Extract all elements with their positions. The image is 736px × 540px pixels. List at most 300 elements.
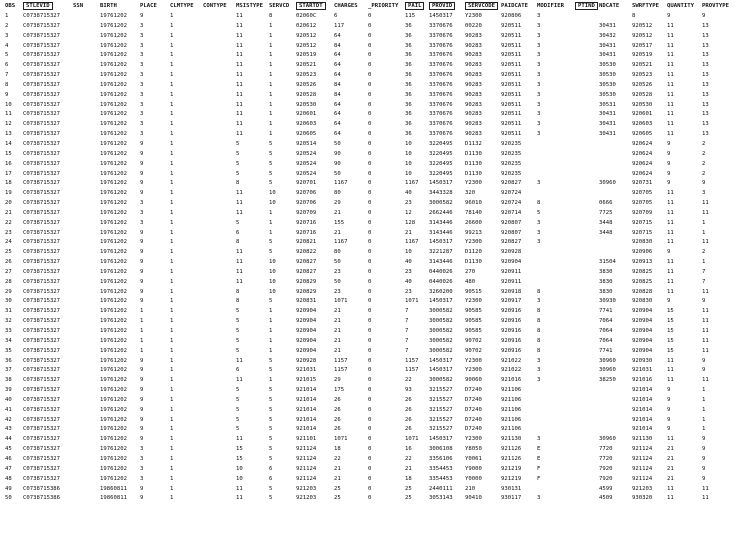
cell-ssn [72, 357, 99, 367]
cell-obs: 42 [5, 416, 12, 423]
cell-modifier: F [537, 475, 541, 482]
cell-msistype: 5 [236, 337, 240, 344]
cell-ptind [574, 297, 598, 307]
cell-place: 3 [140, 42, 144, 49]
cell-charges: 155 [334, 219, 345, 226]
cell-modifier: 3 [537, 101, 541, 108]
cell-paidcate: 921106 [501, 387, 522, 394]
cell-msistype: 5 [236, 308, 240, 315]
cell-msistype: 8 [236, 180, 240, 187]
cell-ndcate: 7725 [599, 209, 613, 216]
table-row [4, 445, 736, 455]
cell-msistype: 5 [236, 328, 240, 334]
cell-obs: 23 [5, 229, 12, 236]
cell-ndcate: 7920 [599, 475, 613, 482]
cell-servcode: 90585 [465, 308, 482, 315]
cell-msistype: 5 [236, 347, 240, 354]
cell-provtype: 1 [702, 416, 706, 423]
cell-ptind [574, 376, 598, 386]
cell-obs: 15 [5, 150, 12, 157]
cell-place: 3 [140, 62, 144, 69]
cell-provid: 3221287 [429, 249, 453, 256]
cell-servcd: 5 [269, 239, 273, 246]
cell-birth: 19860811 [100, 485, 127, 492]
cell-paidcate: 920916 [501, 318, 522, 325]
cell-contype [202, 268, 235, 278]
cell-ssn [72, 130, 99, 140]
table-row [4, 278, 736, 288]
cell-servcd: 5 [269, 249, 273, 256]
cell-startdt: 921014 [296, 396, 317, 403]
cell-ptind [574, 258, 598, 268]
cell-quantity: 11 [667, 495, 674, 502]
cell-ptind [574, 150, 598, 160]
column-header-swrftype: SWRFTYPE [632, 3, 659, 9]
table-row [4, 248, 736, 258]
cell-quantity: 9 [667, 387, 671, 394]
cell-msistype: 11 [236, 91, 243, 98]
cell-pail: 36 [405, 42, 412, 49]
cell-servcd: 1 [269, 42, 273, 49]
cell-startdt: 921031 [296, 367, 317, 374]
cell-priority: 0 [368, 308, 372, 315]
cell-birth: 19761202 [100, 209, 127, 216]
cell-charges: 64 [334, 52, 341, 59]
cell-provid: 3143446 [429, 229, 453, 236]
cell-quantity: 9 [667, 396, 671, 403]
cell-obs: 49 [5, 485, 12, 492]
cell-clmtype: 1 [170, 150, 174, 157]
cell-ssn [72, 337, 99, 347]
cell-ndcate: 30960 [599, 180, 616, 187]
cell-place: 9 [140, 190, 144, 197]
cell-contype [202, 307, 235, 317]
cell-contype [202, 42, 235, 52]
cell-paidcate: 921126 [501, 446, 522, 453]
cell-provid: 0440026 [429, 268, 453, 275]
cell-contype [202, 130, 235, 140]
cell-priority: 0 [368, 209, 372, 216]
cell-swrftype: 920601 [632, 111, 653, 118]
cell-place: 3 [140, 209, 144, 216]
cell-obs: 35 [5, 347, 12, 354]
cell-obs: 44 [5, 436, 12, 443]
cell-servcd: 5 [269, 416, 273, 423]
cell-stlevid: C0738715327 [23, 170, 61, 177]
cell-msistype: 11 [236, 278, 243, 285]
cell-startdt: 920827 [296, 268, 317, 275]
cell-charges: 64 [334, 131, 341, 138]
cell-pail: 36 [405, 62, 412, 69]
cell-charges: 1157 [334, 367, 348, 374]
cell-pail: 36 [405, 22, 412, 29]
cell-place: 3 [140, 111, 144, 118]
cell-obs: 40 [5, 396, 12, 403]
cell-stlevid: C0738715327 [23, 200, 61, 207]
column-header-pail: PAIL [404, 0, 428, 12]
cell-paidcate: 920511 [501, 22, 522, 29]
cell-clmtype: 1 [170, 22, 174, 29]
cell-ndcate [598, 238, 631, 248]
cell-contype [202, 357, 235, 367]
cell-charges: 29 [334, 377, 341, 384]
cell-charges: 26 [334, 426, 341, 433]
cell-msistype: 5 [236, 160, 240, 167]
cell-ssn [72, 179, 99, 189]
cell-priority: 0 [368, 465, 372, 472]
cell-birth: 19761202 [100, 121, 127, 128]
cell-birth: 19761202 [100, 308, 127, 315]
cell-quantity: 11 [667, 81, 674, 88]
cell-ndcate: 4599 [599, 485, 613, 492]
cell-obs: 38 [5, 377, 12, 384]
cell-provid: 3354453 [429, 465, 453, 472]
cell-ndcate: 0666 [599, 200, 613, 207]
cell-servcd: 10 [269, 259, 276, 266]
cell-modifier: 8 [537, 288, 541, 295]
cell-provtype: 11 [702, 495, 709, 502]
cell-provtype: 11 [702, 288, 709, 295]
cell-obs: 29 [5, 288, 12, 295]
cell-msistype: 15 [236, 455, 243, 462]
cell-ndcate: 4509 [599, 495, 613, 502]
cell-place: 3 [140, 81, 144, 88]
cell-quantity: 11 [667, 190, 674, 197]
cell-priority: 0 [368, 357, 372, 364]
cell-ptind [574, 238, 598, 248]
cell-ndcate: 7064 [599, 328, 613, 334]
cell-pail: 23 [405, 288, 412, 295]
cell-ssn [72, 189, 99, 199]
cell-priority: 0 [368, 387, 372, 394]
cell-charges: 26 [334, 396, 341, 403]
cell-provid: 3220495 [429, 150, 453, 157]
cell-stlevid: C0738715327 [23, 131, 61, 138]
cell-servcode: 320 [465, 190, 476, 197]
cell-contype [202, 189, 235, 199]
cell-charges: 25 [334, 485, 341, 492]
cell-startdt: 921124 [296, 475, 317, 482]
cell-charges: 21 [334, 229, 341, 236]
cell-priority: 0 [368, 337, 372, 344]
cell-servcd: 10 [269, 268, 276, 275]
cell-stlevid: C0738715327 [23, 249, 61, 256]
cell-birth: 19761202 [100, 426, 127, 433]
cell-ndcate: 3830 [599, 278, 613, 285]
cell-stlevid: C0738715327 [23, 32, 61, 39]
cell-ssn [72, 288, 99, 298]
cell-priority: 0 [368, 328, 372, 334]
cell-obs: 45 [5, 446, 12, 453]
cell-obs: 27 [5, 268, 12, 275]
cell-startdt: 921203 [296, 495, 317, 502]
cell-modifier: 8 [537, 347, 541, 354]
data-listing [4, 0, 729, 504]
cell-obs: 31 [5, 308, 12, 315]
cell-contype [202, 219, 235, 229]
cell-servcd: 1 [269, 52, 273, 59]
cell-priority: 0 [368, 318, 372, 325]
cell-provtype: 13 [702, 111, 709, 118]
table-row [4, 238, 736, 248]
cell-servcd: 10 [269, 288, 276, 295]
table-row [4, 396, 736, 406]
cell-paidcate: 920511 [501, 91, 522, 98]
cell-obs: 4 [5, 42, 9, 49]
cell-birth: 19761202 [100, 219, 127, 226]
cell-provid: 1450317 [429, 436, 453, 443]
cell-modifier: 8 [537, 328, 541, 334]
table-row [4, 465, 736, 475]
cell-servcd: 1 [269, 121, 273, 128]
cell-swrftype: 920913 [632, 259, 653, 266]
cell-servcd: 1 [269, 219, 273, 226]
cell-ssn [72, 416, 99, 426]
table-row [4, 130, 736, 140]
cell-swrftype: 921014 [632, 387, 653, 394]
cell-ptind [574, 494, 598, 504]
cell-priority: 0 [368, 200, 372, 207]
cell-startdt: 920701 [296, 180, 317, 187]
cell-ptind [574, 91, 598, 101]
cell-servcode: 78140 [465, 209, 482, 216]
cell-birth: 19761202 [100, 268, 127, 275]
cell-paidcate: 920807 [501, 219, 522, 226]
cell-msistype: 5 [236, 170, 240, 177]
cell-msistype: 11 [236, 52, 243, 59]
cell-provtype: 11 [702, 308, 709, 315]
cell-ssn [72, 258, 99, 268]
cell-priority: 0 [368, 13, 372, 19]
cell-modifier: 3 [537, 91, 541, 98]
cell-clmtype: 1 [170, 367, 174, 374]
cell-servcode: 00220 [465, 22, 482, 29]
cell-ndcate: 3830 [599, 288, 613, 295]
cell-provid: 3370676 [429, 42, 453, 49]
cell-quantity: 21 [667, 446, 674, 453]
cell-stlevid: C0738715327 [23, 308, 61, 315]
cell-charges: 26 [334, 406, 341, 413]
cell-clmtype: 1 [170, 268, 174, 275]
cell-contype [202, 160, 235, 170]
cell-birth: 19761202 [100, 416, 127, 423]
cell-swrftype: 921124 [632, 455, 653, 462]
cell-swrftype: 920828 [632, 288, 653, 295]
cell-priority: 0 [368, 111, 372, 118]
cell-quantity: 9 [667, 150, 671, 157]
cell-place: 9 [140, 180, 144, 187]
cell-contype [202, 101, 235, 111]
cell-modifier: 8 [537, 308, 541, 315]
cell-obs: 24 [5, 239, 12, 246]
cell-stlevid: C0738715327 [23, 101, 61, 108]
cell-servcd: 10 [269, 200, 276, 207]
cell-clmtype: 1 [170, 91, 174, 98]
cell-obs: 28 [5, 278, 12, 285]
cell-charges: 90 [334, 150, 341, 157]
cell-paidcate: 921126 [501, 455, 522, 462]
cell-paidcate: 920511 [501, 52, 522, 59]
cell-ptind [574, 120, 598, 130]
cell-swrftype: 920705 [632, 200, 653, 207]
cell-stlevid: C0738715327 [23, 62, 61, 69]
column-header-charges: CHARGES [334, 3, 358, 9]
column-header-paidcate: PAIDCATE [501, 3, 528, 9]
cell-birth: 19761202 [100, 190, 127, 197]
table-row [4, 51, 736, 61]
cell-swrftype: 920709 [632, 209, 653, 216]
cell-modifier: 8 [537, 318, 541, 325]
cell-servcd: 1 [269, 72, 273, 79]
cell-startdt: 921124 [296, 446, 317, 453]
cell-quantity: 11 [667, 485, 674, 492]
cell-msistype: 8 [236, 239, 240, 246]
cell-provid: 3000582 [429, 377, 453, 384]
cell-ndcate [598, 12, 631, 22]
cell-contype [202, 120, 235, 130]
cell-servcd: 1 [269, 209, 273, 216]
cell-contype [202, 435, 235, 445]
cell-msistype: 11 [236, 22, 243, 29]
cell-charges: 84 [334, 42, 341, 49]
cell-quantity: 11 [667, 367, 674, 374]
cell-paidcate: 920916 [501, 328, 522, 334]
cell-quantity: 15 [667, 347, 674, 354]
cell-servcode: Y2300 [465, 298, 482, 305]
cell-place: 9 [140, 485, 144, 492]
cell-pail: 10 [405, 140, 412, 147]
cell-paidcate: 920511 [501, 131, 522, 138]
cell-birth: 19761202 [100, 131, 127, 138]
cell-ndcate [598, 416, 631, 426]
cell-msistype: 5 [236, 406, 240, 413]
cell-servcode: 210 [465, 485, 476, 492]
cell-modifier: 3 [537, 22, 541, 29]
cell-clmtype: 1 [170, 298, 174, 305]
cell-ptind [574, 347, 598, 357]
cell-provtype: 9 [702, 180, 706, 187]
cell-clmtype: 1 [170, 190, 174, 197]
cell-startdt: 921014 [296, 416, 317, 423]
cell-servcd: 1 [269, 347, 273, 354]
cell-msistype: 11 [236, 200, 243, 207]
cell-place: 3 [140, 121, 144, 128]
cell-birth: 19761202 [100, 436, 127, 443]
cell-swrftype: 920904 [632, 347, 653, 354]
cell-provtype: 2 [702, 140, 706, 147]
cell-provtype: 11 [702, 347, 709, 354]
cell-clmtype: 1 [170, 288, 174, 295]
cell-provtype: 9 [702, 357, 706, 364]
cell-clmtype: 1 [170, 180, 174, 187]
cell-quantity: 11 [667, 111, 674, 118]
cell-provid: 3000582 [429, 200, 453, 207]
cell-priority: 0 [368, 62, 372, 69]
cell-servcd: 10 [269, 278, 276, 285]
cell-modifier: 3 [537, 229, 541, 236]
cell-provid: 3000582 [429, 347, 453, 354]
cell-ndcate [598, 406, 631, 416]
cell-priority: 0 [368, 298, 372, 305]
cell-quantity: 15 [667, 337, 674, 344]
cell-ssn [72, 376, 99, 386]
table-row [4, 258, 736, 268]
cell-obs: 43 [5, 426, 12, 433]
cell-provtype: 11 [702, 239, 709, 246]
cell-provid: 3220495 [429, 170, 453, 177]
cell-startdt: 921124 [296, 455, 317, 462]
cell-ptind [574, 357, 598, 367]
cell-pail: 1157 [405, 367, 419, 374]
cell-stlevid: C0738715327 [23, 337, 61, 344]
cell-swrftype: 921124 [632, 475, 653, 482]
cell-clmtype: 1 [170, 160, 174, 167]
cell-place: 9 [140, 13, 144, 19]
cell-quantity: 9 [667, 416, 671, 423]
cell-servcode: D1130 [465, 160, 482, 167]
cell-provid: 3000582 [429, 337, 453, 344]
cell-birth: 19761202 [100, 396, 127, 403]
cell-ssn [72, 219, 99, 229]
cell-contype [202, 465, 235, 475]
cell-pail: 40 [405, 190, 412, 197]
cell-modifier: 3 [537, 131, 541, 138]
cell-swrftype: 921124 [632, 465, 653, 472]
cell-ssn [72, 465, 99, 475]
cell-stlevid: C0738715327 [23, 347, 61, 354]
cell-contype [202, 327, 235, 337]
cell-charges: 50 [334, 140, 341, 147]
cell-charges: 80 [334, 190, 341, 197]
cell-servcode: Y9000 [465, 465, 482, 472]
cell-provtype: 11 [702, 200, 709, 207]
cell-paidcate: 920917 [501, 298, 522, 305]
cell-servcd: 5 [269, 495, 273, 502]
cell-stlevid: C0738715327 [23, 268, 61, 275]
cell-paidcate: 920714 [501, 209, 522, 216]
cell-provtype: 1 [702, 387, 706, 394]
cell-paidcate: 920916 [501, 347, 522, 354]
table-row [4, 416, 736, 426]
cell-contype [202, 238, 235, 248]
cell-provid: 3053143 [429, 495, 453, 502]
cell-stlevid: C0738715327 [23, 288, 61, 295]
cell-charges: 25 [334, 495, 341, 502]
cell-msistype: 5 [236, 396, 240, 403]
cell-ssn [72, 140, 99, 150]
cell-ssn [72, 209, 99, 219]
cell-ndcate: 30960 [599, 367, 616, 374]
table-row [4, 120, 736, 130]
cell-charges: 1071 [334, 436, 348, 443]
table-row [4, 366, 736, 376]
cell-charges: 64 [334, 62, 341, 69]
cell-pail: 36 [405, 91, 412, 98]
cell-startdt: 921124 [296, 465, 317, 472]
table-body [4, 12, 736, 504]
cell-ptind [574, 189, 598, 199]
cell-swrftype: 920904 [632, 308, 653, 315]
cell-pail: 128 [405, 219, 416, 226]
cell-servcd: 5 [269, 387, 273, 394]
cell-ptind [574, 160, 598, 170]
cell-swrftype: 920526 [632, 81, 653, 88]
cell-obs: 10 [5, 101, 12, 108]
cell-quantity: 11 [667, 268, 674, 275]
cell-ndcate [598, 160, 631, 170]
cell-clmtype: 1 [170, 42, 174, 49]
cell-msistype: 5 [236, 140, 240, 147]
